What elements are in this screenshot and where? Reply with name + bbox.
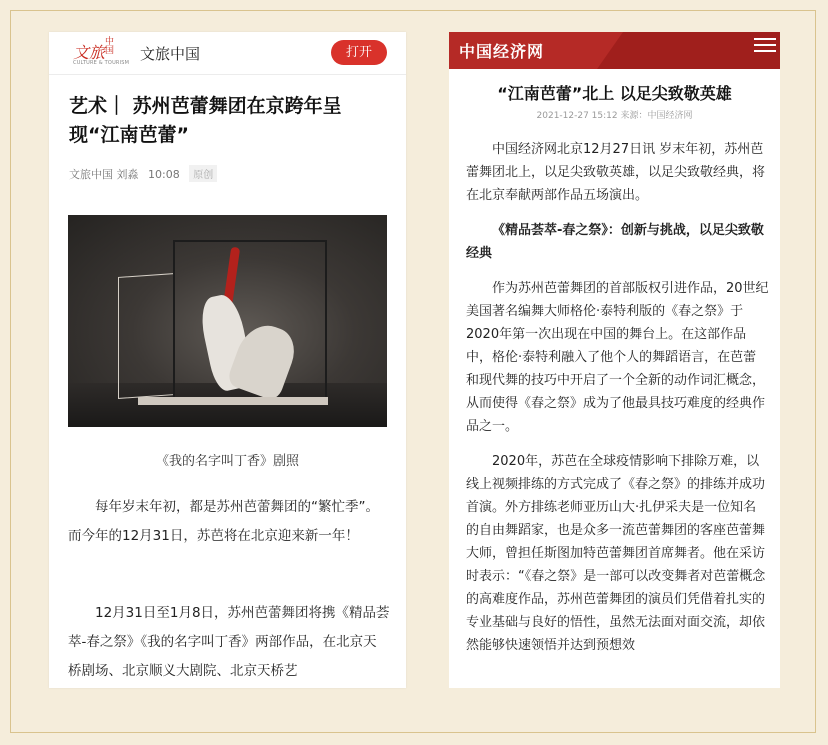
logo-en: CULTURE & TOURISM xyxy=(73,60,130,66)
right-phone-screenshot xyxy=(449,32,780,688)
article-meta xyxy=(69,165,217,182)
header-decoration xyxy=(581,32,780,69)
ballet-stage-photo[interactable] xyxy=(68,215,387,427)
meta-time: 10:08 xyxy=(148,168,180,181)
photo-caption: 《我的名字叫丁香》剧照 xyxy=(155,454,299,469)
site-header xyxy=(449,32,780,69)
logo-zh: 中国 xyxy=(105,37,115,56)
open-app-button[interactable]: 打开 xyxy=(331,40,387,65)
frame-prop-light xyxy=(118,273,175,399)
article-body xyxy=(466,138,769,669)
menu-icon[interactable] xyxy=(754,38,776,54)
article-paragraph: 12月31日至1月8日，苏州芭蕾舞团将携《精品荟萃-春之祭》《我的名字叫丁香》两部作品，在北京天桥剧场、北京顺义大剧院、北京天桥艺 xyxy=(68,605,390,679)
meta-source: 文旅中国 刘淼 xyxy=(69,168,139,181)
article-paragraph: 每年岁末年初，都是苏州芭蕾舞团的“繁忙季”。而今年的12月31日，苏芭将在北京迎来新一年！ xyxy=(68,499,379,544)
section-heading: 《精品荟萃-春之祭》：创新与挑战，以足尖致敬经典 xyxy=(466,223,764,261)
wenlv-logo xyxy=(73,37,130,68)
left-phone-screenshot xyxy=(49,32,406,688)
article-paragraph: 中国经济网北京12月27日讯 岁末年初，苏州芭蕾舞团北上，以足尖致敬英雄，以足尖致敬经典，将在北京奉献两部作品五场演出。 xyxy=(466,142,766,203)
stage-platform xyxy=(138,397,328,405)
article-paragraph: 作为苏州芭蕾舞团的首部版权引进作品，20世纪美国著名编舞大师格伦·泰特利版的《春之祭》于2020年第一次出现在中国的舞台上。在这部作品中，格伦·泰特利融入了他个人的舞蹈语言，在芭蕾和现代舞的技巧中开启了一个全新的动作词汇概念，从而使得《春之祭》成为了他最具技巧难度的经典作品之一。 xyxy=(466,281,769,434)
app-name: 文旅中国 xyxy=(140,45,201,63)
site-logo[interactable]: 中国经济网 xyxy=(459,42,545,61)
article-meta: 2021-12-27 15:12 来源：中国经济网 xyxy=(536,111,693,121)
article-title: “江南芭蕾”北上 以足尖致敬英雄 xyxy=(497,84,732,103)
app-header xyxy=(49,32,406,75)
article-title: 艺术｜ 苏州芭蕾舞团在京跨年呈现“江南芭蕾” xyxy=(69,95,342,146)
logo-text: 文旅 xyxy=(73,43,106,62)
original-badge: 原创 xyxy=(189,165,217,182)
article-paragraph: 2020年，苏芭在全球疫情影响下排除万难，以线上视频排练的方式完成了《春之祭》的排练并成功首演。外方排练老师亚历山大·扎伊采夫是一位知名的自由舞蹈家，也是众多一流芭蕾舞团的客座芭蕾舞大师，曾担任斯图加特芭蕾舞团首席舞者。他在采访时表示：“《春之祭》是一部可以改变舞者对芭蕾概念的高难度作品，苏州芭蕾舞团的演员们凭借着扎实的专业基础与良好的悟性，虽然无法面对面交流，却依然能够快速领悟并达到预想效 xyxy=(466,454,766,653)
